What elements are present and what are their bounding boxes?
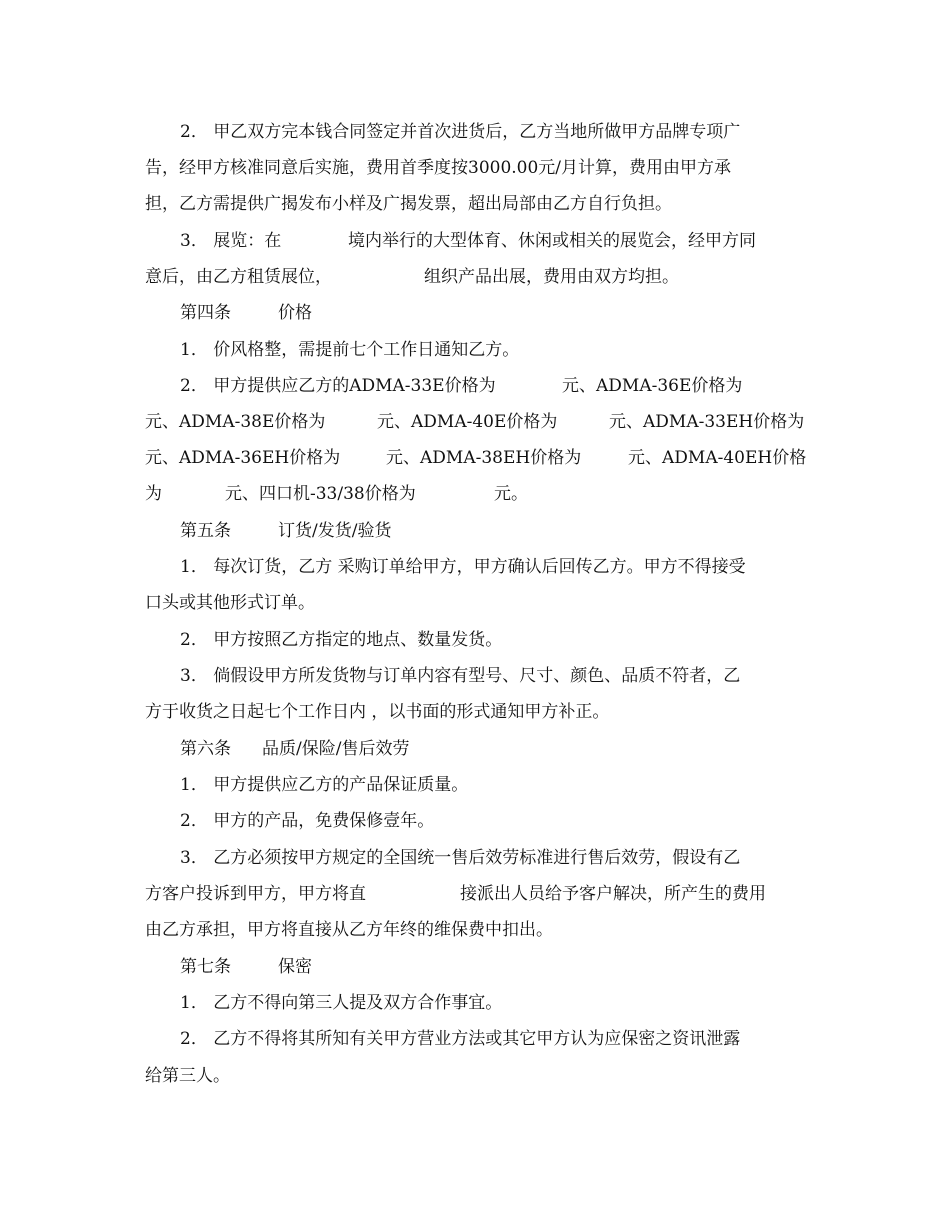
document-page: 2． 甲乙双方完本钱合同签定并首次进货后，乙方当地所做甲方品牌专项广 告，经甲方核准同意后实施，费用首季度按3000.00元/月计算，费用由甲方承 担，乙方需提供广揭发布小样及广揭发票，超出局部由乙方自行负担。 3． 展览：在 境内举行的大型体育、休闲或相关的展览会，经甲方同 意后，由乙方租赁展位， 组织产品出展，费用由双方均担。 第四条 价格 1． 价风格整，需提前七个工作日通知乙方。 2． 甲方提供应乙方的ADMA-33E价格为 元、ADMA-36E价格为 元、ADMA-38E价格为 元、ADMA-40E价格为 元、ADMA-33EH价格为 元、ADMA-36EH价格为 元、ADMA-38EH价格为 元、ADMA-40EH价格 为 元、四口机-33/38价格为 元。 第五条 订货/发货/验货 1． 每次订货，乙方 采购订单给甲方，甲方确认后回传乙方。甲方不得接受 口头或其他形式订单。 2． 甲方按照乙方指定的地点、数量发货。 3． 倘假设甲方所发货物与订单内容有型号、尺寸、颜色、品质不符者，乙 方于收货之日起七个工作日内 ，以书面的形式通知甲方补正。 第六条 品质/保险/售后效劳 1． 甲方提供应乙方的产品保证质量。 2． 甲方的产品，免费保修壹年。 3． 乙方必须按甲方规定的全国统一售后效劳标准进行售后效劳，假设有乙 方客户投诉到甲方，甲方将直 接派出人员给予客户解决，所产生的费用 由乙方承担，甲方将直接从乙方年终的维保费中扣出。 第七条 保密 1． 乙方不得向第三人提及双方合作事宜。 2． 乙方不得将其所知有关甲方营业方法或其它甲方认为应保密之资讯泄露 给第三人。 (145, 122, 807, 1086)
